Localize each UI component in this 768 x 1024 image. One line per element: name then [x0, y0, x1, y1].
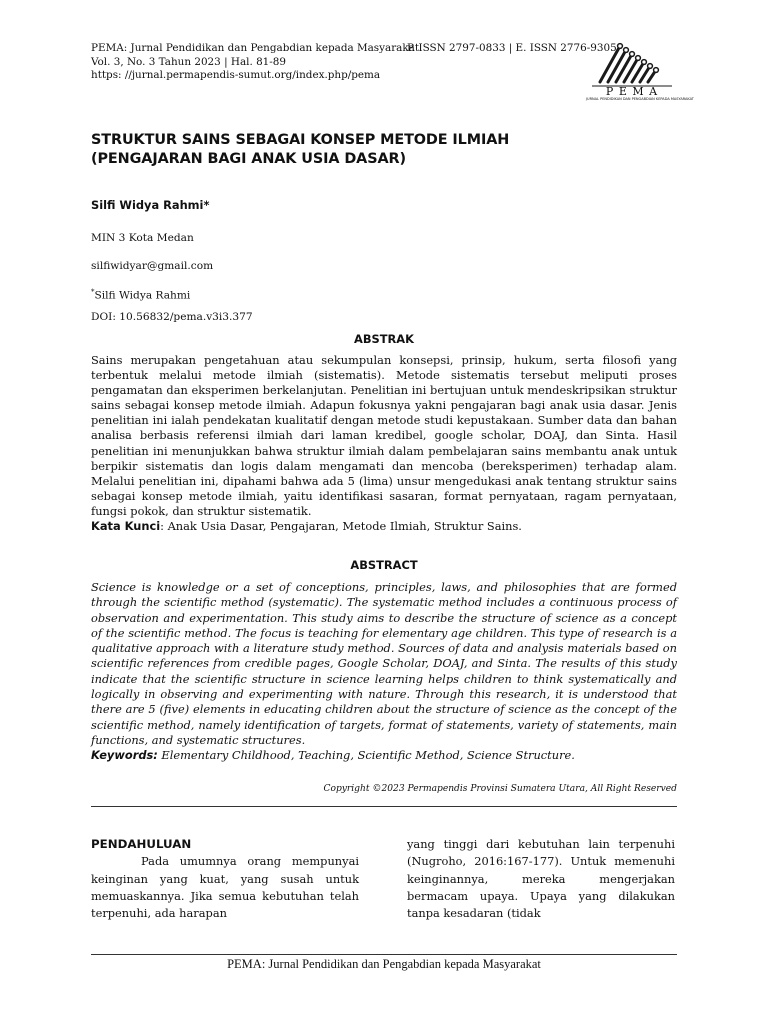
running-header: [91, 42, 617, 83]
kata-kunci-label: Kata Kunci: [91, 519, 161, 534]
logo-subtext: JURNAL PENDIDIKAN DAN PENGABDIAN KEPADA MASYARAKAT: [586, 97, 694, 101]
left-column: [91, 836, 359, 922]
corresponding-name: Silfi Widya Rahmi: [94, 289, 191, 302]
keywords: [91, 748, 677, 763]
journal-url[interactable]: https: //jurnal.permapendis-sumut.org/index.php/pema: [91, 69, 381, 81]
author-email[interactable]: silfiwidyar@gmail.com: [91, 260, 214, 272]
kata-kunci-text: : Anak Usia Dasar, Pengajaran, Metode Ilmiah, Struktur Sains.: [160, 519, 522, 534]
affiliation: MIN 3 Kota Medan: [91, 232, 194, 244]
right-column: [407, 836, 675, 922]
left-column-text: Pada umumnya orang mempunyai keinginan yang kuat, yang susah untuk memuaskannya. Jika semua kebutuhan telah terpenuhi, ada harapan: [91, 854, 359, 921]
right-column-text: yang tinggi dari kebutuhan lain terpenuhi (Nugroho, 2016:167-177). Untuk memenuhi keinginannya, mereka mengerjakan bermacam upaya. Upaya yang dilakukan tanpa kesadaran (tidak: [407, 837, 675, 921]
issn: P. ISSN 2797-0833 | E. ISSN 2776-9305: [407, 42, 617, 54]
abstrak-text: Sains merupakan pengetahuan atau sekumpulan konsepsi, prinsip, hukum, serta filosofi yang terbentuk melalui metode ilmiah (sistematis). Metode sistematis tersebut meliputi proses pengamatan dan eksperimen berkelanjutan. Penelitian ini bertujuan untuk mendeskripsikan struktur sains sebagai konsep metode ilmiah. Adapun fokusnya yakni pengajaran bagi anak usia dasar. Jenis penelitian ini ialah pendekatan kualitatif dengan metode studi kepustakaan. Sumber data dan bahan analisa berbasis referensi ilmiah dari laman kredibel, google scholar, DOAJ, dan Sinta. Hasil penelitian ini menunjukkan bahwa struktur ilmiah dalam pembelajaran sains membantu anak untuk berpikir sistematis dan logis dalam mengamati dan mencoba (bereksperimen) terhadap alam. Melalui penelitian ini, dipahami bahwa ada 5 (lima) unsur mengedukasi anak tentang struktur sains sebagai konsep metode ilmiah, yaitu identifikasi sasaran, format pernyataan, ragam pernyataan, fungsi pokok, dan struktur sistematik.: [91, 353, 677, 518]
abstract-body: [91, 580, 677, 764]
abstrak-body: [91, 353, 677, 534]
kata-kunci: [91, 519, 677, 534]
running-footer: PEMA: Jurnal Pendidikan dan Pengabdian kepada Masyarakat: [227, 957, 541, 971]
corresponding-author: [91, 288, 190, 302]
title-line-1: STRUKTUR SAINS SEBAGAI KONSEP METODE ILMIAH: [91, 132, 510, 148]
article-title: [91, 131, 591, 169]
section-heading: PENDAHULUAN: [91, 837, 192, 851]
journal-logo: [586, 40, 694, 102]
author-name: Silfi Widya Rahmi*: [91, 198, 210, 212]
abstract-heading: ABSTRACT: [350, 558, 418, 572]
abstract-text: Science is knowledge or a set of conceptions, principles, laws, and philosophies that are formed through the scientific method (systematic). The systematic method includes a continuous process of observation and experimentation. This study aims to describe the structure of science as a concept of the scientific method. The focus is teaching for elementary age children. This type of research is a qualitative approach with a literature study method. Sources of data and analysis materials based on scientific references from credible pages, Google Scholar, DOAJ, and Sinta. The results of this study indicate that the scientific structure in science learning helps children to think systematically and logically in observing and experimenting with nature. Through this research, it is understood that there are 5 (five) elements in educating children about the structure of science as the concept of the scientific method, namely identification of targets, format of statements, variety of statements, main functions, and systematic structures.: [91, 580, 677, 747]
copyright: Copyright ©2023 Permapendis Provinsi Sumatera Utara, All Right Reserved: [323, 784, 677, 794]
journal-name: PEMA: Jurnal Pendidikan dan Pengabdian kepada Masyarakat: [91, 42, 420, 54]
abstrak-heading: ABSTRAK: [354, 332, 414, 346]
title-line-2: (PENGAJARAN BAGI ANAK USIA DASAR): [91, 151, 406, 167]
footer-rule: [91, 954, 677, 955]
keywords-label: Keywords:: [91, 748, 158, 763]
logo-text: P E M A: [605, 85, 659, 98]
keywords-text: Elementary Childhood, Teaching, Scientific Method, Science Structure.: [157, 748, 575, 763]
volume-info: Vol. 3, No. 3 Tahun 2023 | Hal. 81-89: [91, 55, 287, 68]
corresponding-mark: *: [91, 288, 95, 296]
divider: [91, 806, 677, 807]
doi[interactable]: DOI: 10.56832/pema.v3i3.377: [91, 311, 253, 323]
